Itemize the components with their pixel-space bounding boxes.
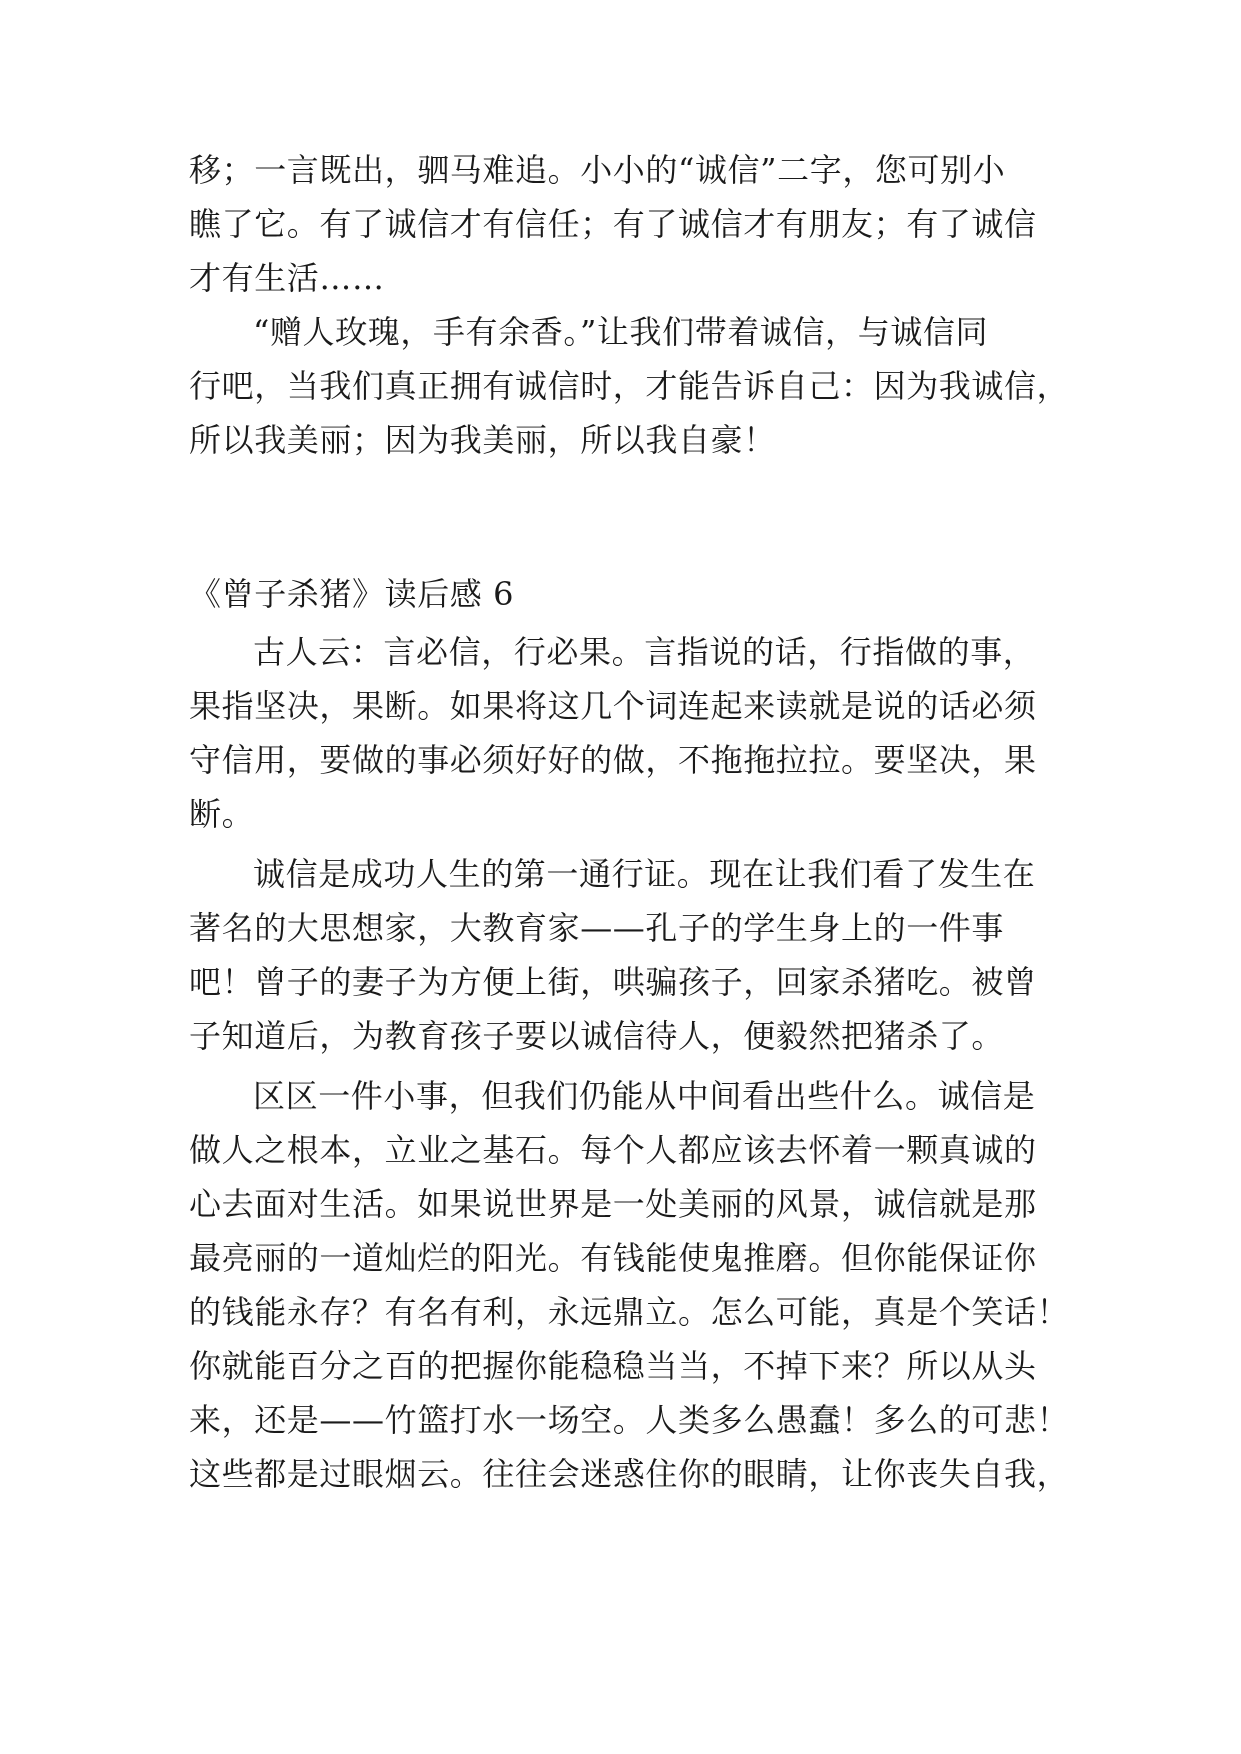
paragraph-4-line-5: 的钱能永存？有名有利，永远鼎立。怎么可能，真是个笑话！ — [189, 1293, 1070, 1331]
paragraph-4-line-2: 做人之根本，立业之基石。每个人都应该去怀着一颗真诚的 — [189, 1131, 1037, 1169]
paragraph-4-line-1: 区区一件小事，但我们仍能从中间看出些什么。诚信是 — [253, 1077, 1036, 1115]
paragraph-4-line-4: 最亮丽的一道灿烂的阳光。有钱能使鬼推磨。但你能保证你 — [189, 1239, 1037, 1277]
paragraph-1-line-1: “赠人玫瑰，手有余香。”让我们带着诚信，与诚信同 — [253, 313, 989, 351]
paragraph-2-line-4: 断。 — [189, 795, 255, 833]
paragraph-3-line-2: 著名的大思想家，大教育家——孔子的学生身上的一件事 — [189, 909, 1005, 947]
paragraph-3-line-4: 子知道后，为教育孩子要以诚信待人，便毅然把猪杀了。 — [189, 1017, 1005, 1055]
paragraph-1-line-3: 所以我美丽；因为我美丽，所以我自豪！ — [189, 421, 776, 459]
paragraph-2-line-3: 守信用，要做的事必须好好的做，不拖拖拉拉。要坚决，果 — [189, 741, 1037, 779]
paragraph-4-line-6: 你就能百分之百的把握你能稳稳当当，不掉下来？所以从头 — [189, 1347, 1037, 1385]
section-title: 《曾子杀猪》读后感 6 — [189, 575, 515, 613]
paragraph-4-line-7: 来，还是——竹篮打水一场空。人类多么愚蠢！多么的可悲！ — [189, 1401, 1070, 1439]
paragraph-3-line-3: 吧！曾子的妻子为方便上街，哄骗孩子，回家杀猪吃。被曾 — [189, 963, 1037, 1001]
paragraph-1-line-2: 行吧，当我们真正拥有诚信时，才能告诉自己：因为我诚信， — [189, 367, 1070, 405]
continuation-line-2: 瞧了它。有了诚信才有信任；有了诚信才有朋友；有了诚信 — [189, 205, 1037, 243]
paragraph-2-line-1: 古人云：言必信，行必果。言指说的话，行指做的事， — [253, 633, 1036, 671]
paragraph-4-line-8: 这些都是过眼烟云。往往会迷惑住你的眼睛，让你丧失自我， — [189, 1455, 1070, 1493]
paragraph-2-line-2: 果指坚决，果断。如果将这几个词连起来读就是说的话必须 — [189, 687, 1037, 725]
continuation-line-1: 移；一言既出，驷马难追。小小的“诚信”二字，您可别小 — [189, 151, 1006, 189]
continuation-line-3: 才有生活…… — [189, 259, 385, 297]
paragraph-4-line-3: 心去面对生活。如果说世界是一处美丽的风景，诚信就是那 — [189, 1185, 1037, 1223]
paragraph-3-line-1: 诚信是成功人生的第一通行证。现在让我们看了发生在 — [253, 855, 1036, 893]
